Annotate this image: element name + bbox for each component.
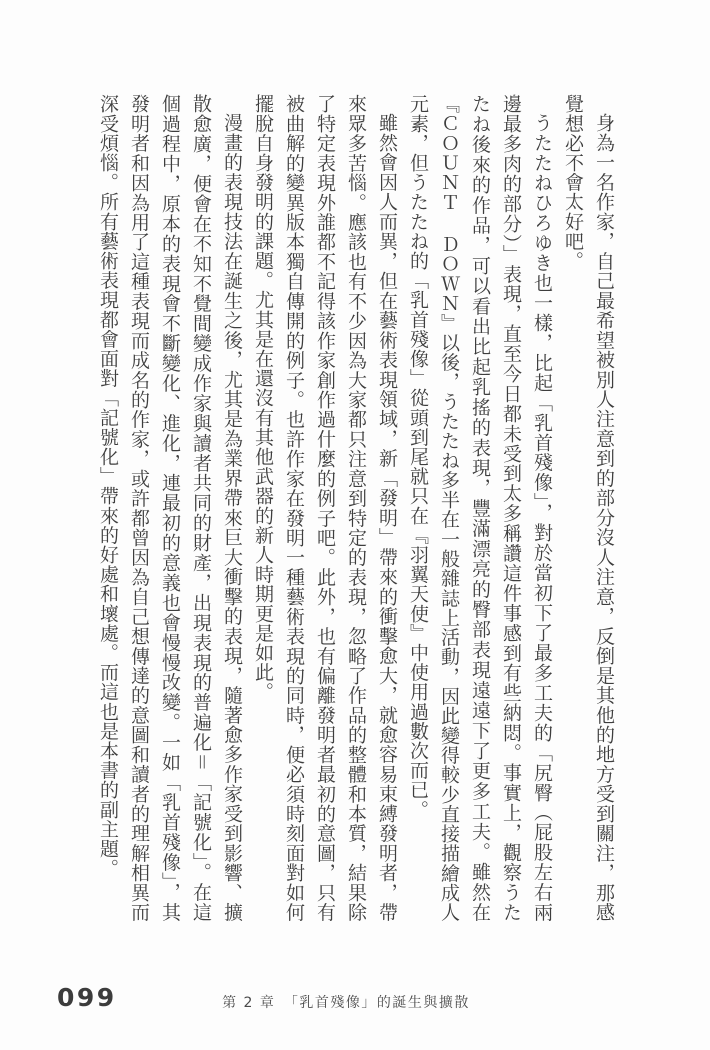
page-number: 099 bbox=[57, 983, 117, 1012]
paragraph: 雖然會因人而異，但在藝術表現領域，新「發明」帶來的衝擊愈大，就愈容易束縛發明者，帶來眾多苦惱。應該也有不少因為大家都只注意到特定的表現，忽略了作品的整體和本質，結果除了特定表現外誰都不記得該作家創作過什麼的例子吧。此外，也有偏離發明者最初的意圖，只有被曲解的變異版本獨自傳開的例子。也許作家在發明一種藝術表現的同時，便必須時刻面對如何擺脫自身發明的課題。尤其是在還沒有其他武器的新人時期更是如此。 bbox=[252, 94, 398, 922]
paragraph: 漫畫的表現技法在誕生之後，尤其是為業界帶來巨大衝擊的表現，隨著愈多作家受到影響、擴散愈廣，便會在不知不覺間變成作家與讀者共同的財產，出現表現的普遍化＝「記號化」。在這個過程中，原本的表現會不斷變化、進化，連最初的意義也會慢慢改變。一如「乳首殘像」，其發明者和因為用了這種表現而成名的作家，或許都曾因為自己想傳達的意圖和讀者的理解相異而深受煩惱。所有藝術表現都會面對「記號化」帶來的好處和壞處。而這也是本書的副主題。 bbox=[97, 94, 243, 922]
body-text bbox=[92, 94, 619, 922]
paragraph: うたたねひろゆき也一樣，比起「乳首殘像」，對於當初下了最多工夫的「尻臀（屁股左右兩邊最多肉的部分）」表現，直至今日都未受到太多稱讚這件事感到有些納悶。事實上，觀察うたたね後來的作品，可以看出比起乳搖的表現，豐滿漂亮的臀部表現遠遠下了更多工夫。雖然在『ＣＯＵＮＴ ＤＯＷＮ』以後，うたたね多半在一般雜誌上活動，因此變得較少直接描繪成人元素，但うたたね的「乳首殘像」從頭到尾就只在『羽翼天使』中使用過數次而已。 bbox=[407, 94, 553, 922]
paragraph: 身為一名作家，自己最希望被別人注意到的部分沒人注意，反倒是其他的地方受到關注，那感覺想必不會太好吧。 bbox=[562, 94, 615, 922]
page-footer bbox=[0, 983, 710, 1017]
chapter-title: 第 2 章 「乳首殘像」的誕生與擴散 bbox=[222, 995, 470, 1011]
